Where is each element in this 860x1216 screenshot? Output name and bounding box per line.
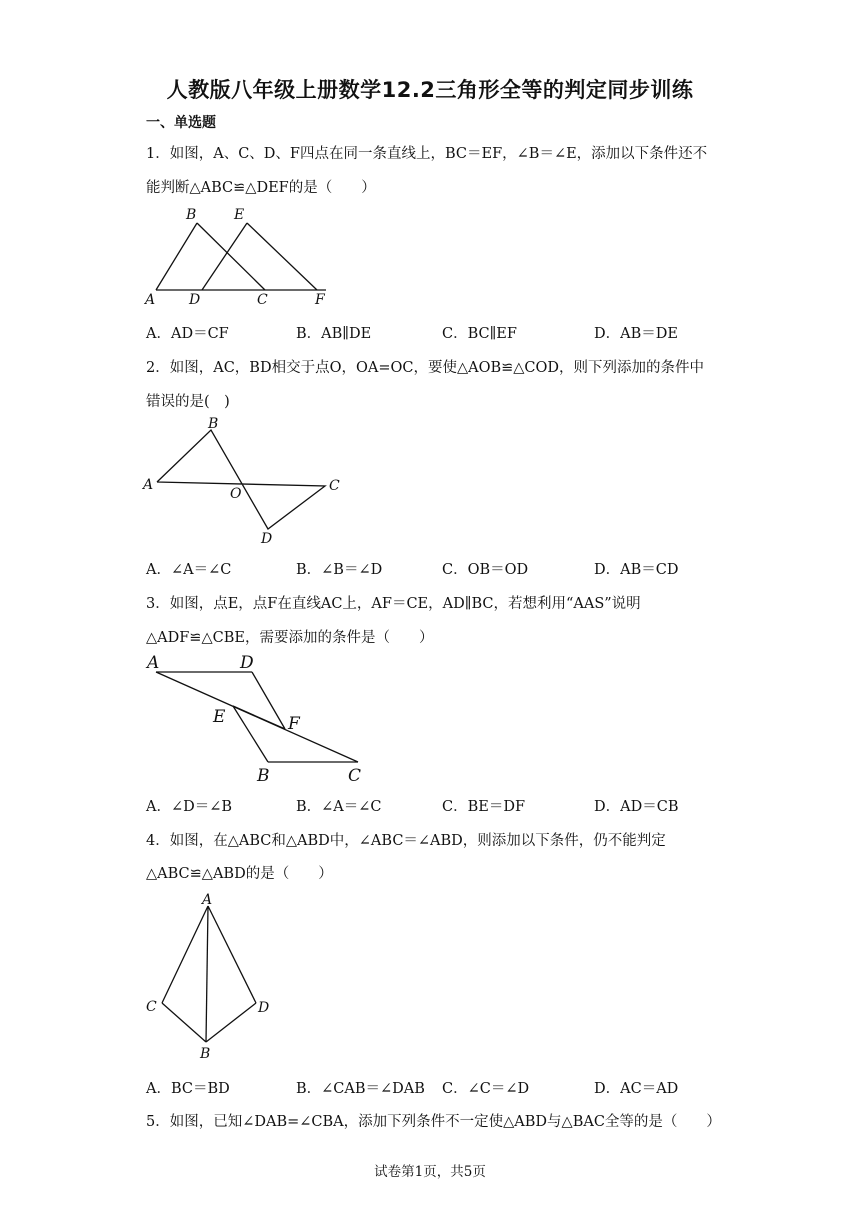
question-3-line-1: 3．如图，点E，点F在直线AC上，AF＝CE，AD∥BC，若想利用“AAS”说明 — [146, 596, 641, 612]
figure-2-label-b: B — [208, 416, 219, 432]
figure-2-label-o: O — [230, 486, 242, 502]
figure-1-label-c: C — [257, 292, 268, 308]
figure-1-label-f: F — [315, 292, 325, 308]
question-3-options — [146, 795, 786, 815]
option-b[interactable]: B．∠B＝∠D — [296, 562, 383, 578]
question-2-line-1: 2．如图，AC，BD相交于点O，OA=OC，要使△AOB≌△COD，则下列添加的条件中 — [146, 360, 705, 376]
question-5-line-1: 5．如图，已知∠DAB=∠CBA，添加下列条件不一定使△ABD与△BAC全等的是（ ） — [146, 1114, 721, 1130]
figure-4-label-d: D — [258, 1000, 270, 1016]
figure-2-label-c: C — [329, 478, 340, 494]
option-d[interactable]: D．AB＝CD — [594, 562, 679, 578]
figure-1-label-a: A — [145, 292, 156, 308]
figure-3-label-c: C — [348, 766, 362, 786]
figure-1-label-d: D — [189, 292, 201, 308]
option-d[interactable]: D．AB＝DE — [594, 326, 678, 342]
option-c[interactable]: C．BE＝DF — [442, 799, 526, 815]
figure-4-label-c: C — [146, 999, 157, 1015]
question-1-line-1: 1．如图，A、C、D、F四点在同一条直线上，BC＝EF，∠B＝∠E，添加以下条件还不 — [146, 146, 708, 162]
figure-1 — [140, 204, 340, 310]
question-4-line-2: △ABC≌△ABD的是（ ） — [146, 866, 333, 882]
page-footer: 试卷第1页，共5页 — [374, 1164, 486, 1180]
figure-4-label-a: A — [202, 892, 213, 908]
figure-3-label-f: F — [288, 714, 300, 734]
figure-1-label-e: E — [234, 207, 245, 223]
figure-2-label-a: A — [143, 477, 154, 493]
figure-2 — [140, 414, 350, 550]
question-4-line-1: 4．如图，在△ABC和△ABD中，∠ABC＝∠ABD，则添加以下条件，仍不能判定 — [146, 833, 666, 849]
option-a[interactable]: A．AD＝CF — [146, 326, 229, 342]
option-b[interactable]: B．AB∥DE — [296, 326, 372, 342]
option-d[interactable]: D．AC＝AD — [594, 1081, 679, 1097]
figure-3-label-d: D — [240, 653, 254, 673]
figure-3-label-b: B — [257, 766, 270, 786]
option-a[interactable]: A．∠D＝∠B — [146, 799, 233, 815]
figure-4-label-b: B — [200, 1046, 211, 1062]
question-1-options — [146, 322, 786, 342]
question-2-line-2: 错误的是( ) — [146, 394, 230, 410]
option-a[interactable]: A．BC＝BD — [146, 1081, 230, 1097]
question-4-options — [146, 1077, 786, 1097]
figure-3-label-a: A — [147, 653, 160, 673]
page-title: 人教版八年级上册数学12.2三角形全等的判定同步训练 — [166, 78, 694, 102]
figure-1-label-b: B — [186, 207, 197, 223]
option-c[interactable]: C．OB＝OD — [442, 562, 529, 578]
figure-3-label-e: E — [213, 707, 226, 727]
option-c[interactable]: C．∠C＝∠D — [442, 1081, 530, 1097]
figure-2-label-d: D — [261, 531, 273, 547]
question-2-options — [146, 558, 786, 578]
option-b[interactable]: B．∠A＝∠C — [296, 799, 382, 815]
section-heading: 一、单选题 — [146, 115, 216, 131]
figure-3 — [140, 650, 380, 788]
question-3-line-2: △ADF≌△CBE，需要添加的条件是（ ） — [146, 630, 434, 646]
figure-4 — [140, 892, 280, 1064]
option-d[interactable]: D．AD＝CB — [594, 799, 679, 815]
question-1-line-2: 能判断△ABC≌△DEF的是（ ） — [146, 180, 376, 196]
option-b[interactable]: B．∠CAB＝∠DAB — [296, 1081, 425, 1097]
option-c[interactable]: C．BC∥EF — [442, 326, 517, 342]
option-a[interactable]: A．∠A＝∠C — [146, 562, 232, 578]
